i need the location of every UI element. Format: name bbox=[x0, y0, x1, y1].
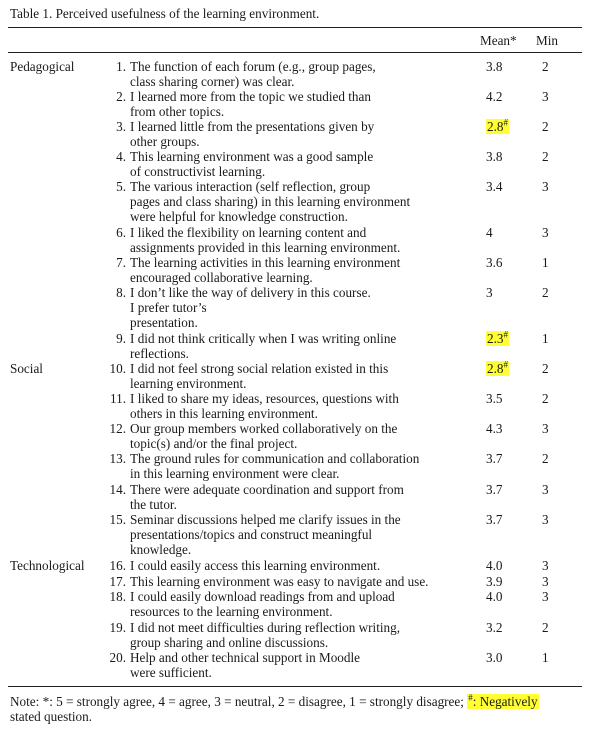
statement-line: I did not meet difficulties during reflection writing, bbox=[130, 620, 401, 635]
item-number: 7. bbox=[116, 255, 126, 270]
min-value: 3 bbox=[542, 179, 549, 194]
mean-value: 3.4 bbox=[486, 179, 503, 194]
statement-line: others in this learning environment. bbox=[130, 406, 318, 421]
mean-value: 3.2 bbox=[486, 620, 503, 635]
mean-value bbox=[486, 361, 509, 376]
statement-line: other groups. bbox=[130, 134, 200, 149]
statement-line: pages and class sharing) in this learning environment bbox=[130, 194, 411, 209]
mean-value bbox=[486, 119, 509, 134]
item-statement bbox=[130, 361, 475, 391]
min-value: 3 bbox=[542, 225, 549, 240]
statement-line: The learning activities in this learning environment bbox=[130, 255, 401, 270]
min-value: 3 bbox=[542, 512, 549, 527]
statement-line: encouraged collaborative learning. bbox=[130, 270, 313, 285]
negative-marker: # bbox=[503, 359, 508, 370]
item-number: 2. bbox=[116, 89, 126, 104]
min-value: 1 bbox=[542, 255, 549, 270]
min-value: 3 bbox=[542, 421, 549, 436]
note-line-2: stated question. bbox=[10, 709, 93, 724]
item-number: 9. bbox=[116, 331, 126, 346]
item-number: 10. bbox=[109, 361, 126, 376]
item-number: 5. bbox=[116, 179, 126, 194]
statement-line: class sharing corner) was clear. bbox=[130, 74, 295, 89]
negative-marker: # bbox=[503, 117, 508, 128]
statement-line: I learned little from the presentations given by bbox=[130, 119, 375, 134]
min-value: 2 bbox=[542, 451, 549, 466]
item-statement bbox=[130, 89, 475, 119]
item-number: 11. bbox=[110, 391, 126, 406]
negative-highlight bbox=[486, 331, 509, 346]
min-value: 2 bbox=[542, 285, 549, 300]
mean-number: 2.8 bbox=[487, 361, 504, 376]
statement-line: This learning environment was a good sample bbox=[130, 149, 374, 164]
item-statement bbox=[130, 620, 475, 650]
item-number: 18. bbox=[109, 589, 126, 604]
min-value: 2 bbox=[542, 391, 549, 406]
item-statement bbox=[130, 285, 475, 330]
mean-value: 3.5 bbox=[486, 391, 503, 406]
mean-number: 2.3 bbox=[487, 331, 504, 346]
mean-value: 3.8 bbox=[486, 149, 503, 164]
statement-line: were sufficient. bbox=[130, 665, 212, 680]
item-number: 14. bbox=[109, 482, 126, 497]
table-note bbox=[10, 694, 570, 724]
statement-line: Seminar discussions helped me clarify issues in the bbox=[130, 512, 401, 527]
statement-line: The ground rules for communication and collaboration bbox=[130, 451, 420, 466]
mean-value: 3.7 bbox=[486, 451, 503, 466]
statement-line: reflections. bbox=[130, 346, 189, 361]
item-statement bbox=[130, 451, 475, 481]
item-statement bbox=[130, 421, 475, 451]
statement-line: presentation. bbox=[130, 315, 198, 330]
mean-value: 3.6 bbox=[486, 255, 503, 270]
min-value: 1 bbox=[542, 331, 549, 346]
mean-value: 3.0 bbox=[486, 650, 503, 665]
category-label: Social bbox=[10, 361, 43, 376]
item-statement bbox=[130, 119, 475, 149]
statement-line: presentations/topics and construct meaningful bbox=[130, 527, 373, 542]
statement-line: I did not think critically when I was writing online bbox=[130, 331, 397, 346]
statement-line: I liked to share my ideas, resources, questions with bbox=[130, 391, 399, 406]
item-number: 16. bbox=[109, 558, 126, 573]
statement-line: assignments provided in this learning environment. bbox=[130, 240, 401, 255]
item-number: 1. bbox=[116, 59, 126, 74]
mean-value: 4.2 bbox=[486, 89, 503, 104]
statement-line: from other topics. bbox=[130, 104, 225, 119]
statement-line: were helpful for knowledge construction. bbox=[130, 209, 348, 224]
statement-line: This learning environment was easy to navigate and use. bbox=[130, 574, 429, 589]
statement-line: I learned more from the topic we studied than bbox=[130, 89, 371, 104]
statement-line: learning environment. bbox=[130, 376, 247, 391]
item-statement bbox=[130, 512, 475, 557]
statement-line: The function of each forum (e.g., group pages, bbox=[130, 59, 376, 74]
item-statement bbox=[130, 391, 475, 421]
statement-line: I liked the flexibility on learning content and bbox=[130, 225, 367, 240]
statement-line: in this learning environment were clear. bbox=[130, 466, 340, 481]
min-value: 2 bbox=[542, 119, 549, 134]
min-value: 3 bbox=[542, 558, 549, 573]
category-label: Technological bbox=[10, 558, 85, 573]
min-value: 3 bbox=[542, 589, 549, 604]
statement-line: resources to the learning environment. bbox=[130, 604, 333, 619]
item-number: 19. bbox=[109, 620, 126, 635]
mean-value: 4.0 bbox=[486, 558, 503, 573]
min-value: 3 bbox=[542, 574, 549, 589]
negative-highlight bbox=[486, 119, 509, 134]
category-label: Pedagogical bbox=[10, 59, 75, 74]
statement-line: There were adequate coordination and support from bbox=[130, 482, 404, 497]
item-number: 13. bbox=[109, 451, 126, 466]
note-text: Note: *: 5 = strongly agree, 4 = agree, 3 = neutral, 2 = disagree, 1 = strongly disagree; bbox=[10, 694, 464, 709]
mean-value: 4 bbox=[486, 225, 493, 240]
item-statement bbox=[130, 331, 475, 361]
item-number: 4. bbox=[116, 149, 126, 164]
statement-line: the tutor. bbox=[130, 497, 177, 512]
item-number: 6. bbox=[116, 225, 126, 240]
item-statement bbox=[130, 574, 475, 589]
negative-marker: # bbox=[468, 692, 473, 703]
statement-line: knowledge. bbox=[130, 542, 192, 557]
item-number: 12. bbox=[109, 421, 126, 436]
mean-value: 4.0 bbox=[486, 589, 503, 604]
mean-number: 2.8 bbox=[487, 119, 504, 134]
header-rule bbox=[8, 52, 582, 53]
statement-line: I could easily download readings from and upload bbox=[130, 589, 395, 604]
min-value: 3 bbox=[542, 482, 549, 497]
note-negative-label: : Negatively bbox=[472, 694, 538, 709]
top-rule bbox=[8, 27, 582, 28]
item-statement bbox=[130, 179, 475, 224]
mean-value: 4.3 bbox=[486, 421, 503, 436]
mean-value: 3 bbox=[486, 285, 493, 300]
min-value: 1 bbox=[542, 650, 549, 665]
statement-line: Our group members worked collaboratively on the bbox=[130, 421, 398, 436]
item-number: 3. bbox=[116, 119, 126, 134]
mean-value: 3.7 bbox=[486, 512, 503, 527]
min-value: 2 bbox=[542, 149, 549, 164]
min-value: 2 bbox=[542, 59, 549, 74]
item-statement bbox=[130, 149, 475, 179]
mean-value: 3.9 bbox=[486, 574, 503, 589]
statement-line: Help and other technical support in Moodle bbox=[130, 650, 360, 665]
min-value: 3 bbox=[542, 89, 549, 104]
column-header-min: Min bbox=[536, 33, 558, 48]
note-line-1 bbox=[10, 694, 570, 709]
item-statement bbox=[130, 558, 475, 573]
statement-line: I could easily access this learning environment. bbox=[130, 558, 381, 573]
table-caption: Table 1. Perceived usefulness of the learning environment. bbox=[10, 6, 320, 21]
statement-line: of constructivist learning. bbox=[130, 164, 266, 179]
note-highlight bbox=[467, 694, 538, 709]
mean-value: 3.8 bbox=[486, 59, 503, 74]
statement-line: The various interaction (self reflection, group bbox=[130, 179, 371, 194]
item-number: 8. bbox=[116, 285, 126, 300]
statement-line: topic(s) and/or the final project. bbox=[130, 436, 298, 451]
statement-line: I prefer tutor’s bbox=[130, 300, 207, 315]
item-statement bbox=[130, 59, 475, 89]
item-statement bbox=[130, 482, 475, 512]
item-number: 17. bbox=[109, 574, 126, 589]
item-statement bbox=[130, 650, 475, 680]
column-header-mean: Mean* bbox=[480, 33, 517, 48]
item-statement bbox=[130, 255, 475, 285]
min-value: 2 bbox=[542, 361, 549, 376]
statement-line: group sharing and online discussions. bbox=[130, 635, 329, 650]
min-value: 2 bbox=[542, 620, 549, 635]
negative-highlight bbox=[486, 361, 509, 376]
item-number: 20. bbox=[109, 650, 126, 665]
item-number: 15. bbox=[109, 512, 126, 527]
statement-line: I did not feel strong social relation existed in this bbox=[130, 361, 389, 376]
mean-value: 3.7 bbox=[486, 482, 503, 497]
statement-line: I don’t like the way of delivery in this course. bbox=[130, 285, 371, 300]
mean-value bbox=[486, 331, 509, 346]
negative-marker: # bbox=[503, 329, 508, 340]
item-statement bbox=[130, 589, 475, 619]
bottom-rule bbox=[8, 686, 582, 687]
item-statement bbox=[130, 225, 475, 255]
